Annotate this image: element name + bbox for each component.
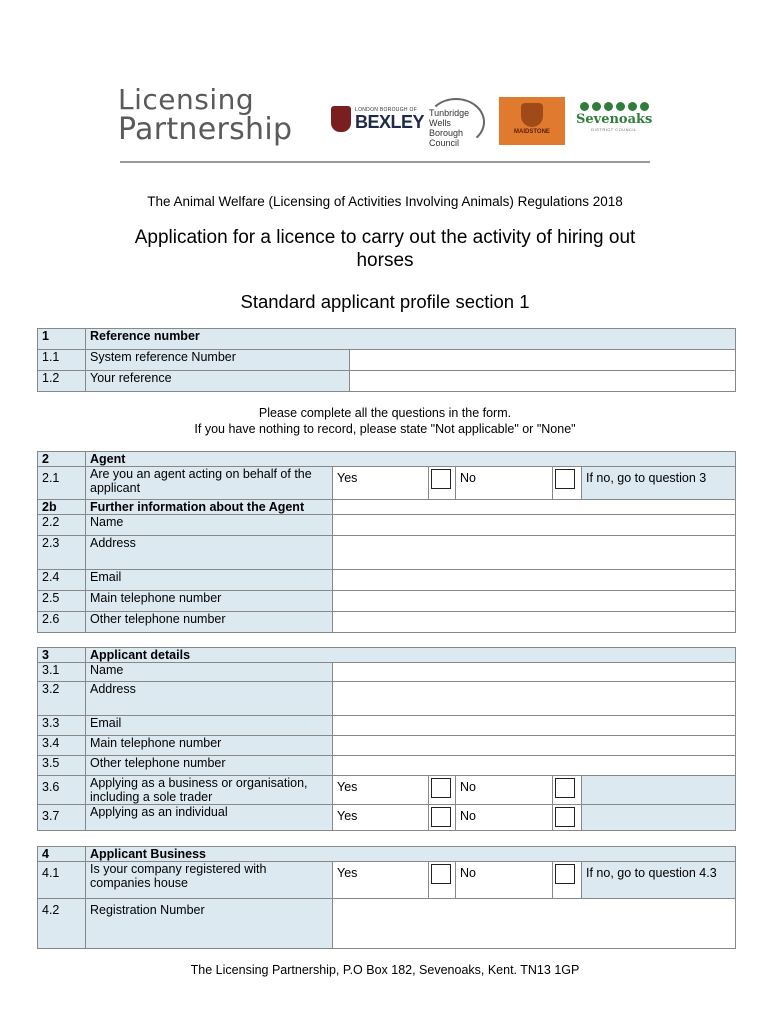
applicant-other-phone-input[interactable] bbox=[333, 756, 736, 776]
logo-line-2: Partnership bbox=[118, 112, 293, 147]
footer-address: The Licensing Partnership, P.O Box 182, Sevenoaks, Kent. TN13 1GP bbox=[190, 963, 580, 977]
agent-name-label: Name bbox=[86, 515, 333, 536]
your-reference-input[interactable] bbox=[350, 371, 736, 392]
applicant-main-phone-input[interactable] bbox=[333, 736, 736, 756]
regulation-title: The Animal Welfare (Licensing of Activities Involving Animals) Regulations 2018 bbox=[147, 194, 623, 209]
row-number: 3.6 bbox=[38, 776, 86, 805]
table-row bbox=[38, 716, 736, 736]
companies-house-yes-checkbox[interactable] bbox=[431, 864, 451, 884]
section-2b-heading: Further information about the Agent bbox=[86, 500, 333, 515]
companies-house-no-checkbox[interactable] bbox=[555, 864, 575, 884]
individual-yes-label: Yes bbox=[333, 805, 429, 831]
section-2-number: 2 bbox=[38, 452, 86, 467]
row-number: 2.2 bbox=[38, 515, 86, 536]
agent-name-input[interactable] bbox=[333, 515, 736, 536]
applicant-address-label: Address bbox=[86, 682, 333, 716]
registration-number-input[interactable] bbox=[333, 899, 736, 949]
registration-number-label: Registration Number bbox=[86, 899, 333, 949]
section-3-number: 3 bbox=[38, 648, 86, 663]
agent-no-checkbox[interactable] bbox=[555, 469, 575, 489]
table-row bbox=[38, 805, 736, 831]
row-number: 4.2 bbox=[38, 899, 86, 949]
section-2-heading: Agent bbox=[86, 452, 736, 467]
row-number: 1.2 bbox=[38, 371, 86, 392]
instruction-line-2: If you have nothing to record, please state "Not applicable" or "None" bbox=[194, 422, 576, 436]
row-number: 3.7 bbox=[38, 805, 86, 831]
applicant-name-input[interactable] bbox=[333, 663, 736, 682]
row-number: 4.1 bbox=[38, 862, 86, 899]
section-1-table bbox=[37, 328, 736, 392]
row-number: 3.5 bbox=[38, 756, 86, 776]
business-question-label: Applying as a business or organisation, including a sole trader bbox=[86, 776, 333, 805]
table-row bbox=[38, 570, 736, 591]
table-row bbox=[38, 899, 736, 949]
maidstone-emblem-icon bbox=[521, 103, 543, 127]
section-title: Standard applicant profile section 1 bbox=[240, 291, 530, 312]
agent-email-input[interactable] bbox=[333, 570, 736, 591]
your-reference-label: Your reference bbox=[86, 371, 350, 392]
tunbridge-text: Tunbridge Wells Borough Council bbox=[429, 108, 470, 148]
row-number: 2.4 bbox=[38, 570, 86, 591]
section-4-heading: Applicant Business bbox=[86, 847, 736, 862]
maidstone-text: MAIDSTONE bbox=[514, 129, 550, 135]
business-no-checkbox[interactable] bbox=[555, 778, 575, 798]
companies-house-note: If no, go to question 4.3 bbox=[582, 862, 736, 899]
sevenoaks-logo bbox=[576, 102, 652, 138]
instruction-line-1: Please complete all the questions in the form. bbox=[258, 406, 512, 420]
table-row bbox=[38, 736, 736, 756]
applicant-other-phone-label: Other telephone number bbox=[86, 756, 333, 776]
system-reference-label: System reference Number bbox=[86, 350, 350, 371]
business-no-label: No bbox=[456, 776, 553, 805]
individual-yes-checkbox[interactable] bbox=[431, 807, 451, 827]
header-divider bbox=[120, 161, 650, 163]
row-number: 2.6 bbox=[38, 612, 86, 633]
row-number: 2.5 bbox=[38, 591, 86, 612]
row-number: 3.4 bbox=[38, 736, 86, 756]
system-reference-input[interactable] bbox=[350, 350, 736, 371]
companies-house-yes-label: Yes bbox=[333, 862, 429, 899]
section-1-number: 1 bbox=[38, 329, 86, 350]
business-yes-label: Yes bbox=[333, 776, 429, 805]
sevenoaks-sub-text: DISTRICT COUNCIL bbox=[591, 127, 637, 132]
agent-note: If no, go to question 3 bbox=[582, 467, 736, 500]
table-row bbox=[38, 682, 736, 716]
table-row bbox=[38, 467, 736, 500]
section-3-table bbox=[37, 647, 736, 831]
table-row bbox=[38, 536, 736, 570]
business-note-blank bbox=[582, 776, 736, 805]
row-number: 2.3 bbox=[38, 536, 86, 570]
section-4-number: 4 bbox=[38, 847, 86, 862]
agent-other-phone-input[interactable] bbox=[333, 612, 736, 633]
bexley-small-text: LONDON BOROUGH OF bbox=[355, 106, 418, 113]
section-2b-blank bbox=[333, 500, 736, 515]
row-number: 3.2 bbox=[38, 682, 86, 716]
row-number: 3.3 bbox=[38, 716, 86, 736]
bexley-crest-icon bbox=[331, 106, 351, 132]
applicant-email-label: Email bbox=[86, 716, 333, 736]
business-yes-checkbox[interactable] bbox=[431, 778, 451, 798]
table-row bbox=[38, 756, 736, 776]
companies-house-question-label: Is your company registered with companies house bbox=[86, 862, 333, 899]
agent-address-label: Address bbox=[86, 536, 333, 570]
individual-note-blank bbox=[582, 805, 736, 831]
individual-no-label: No bbox=[456, 805, 553, 831]
section-2-table bbox=[37, 451, 736, 633]
agent-address-input[interactable] bbox=[333, 536, 736, 570]
row-number: 3.1 bbox=[38, 663, 86, 682]
agent-main-phone-input[interactable] bbox=[333, 591, 736, 612]
table-row bbox=[38, 612, 736, 633]
row-number: 2.1 bbox=[38, 467, 86, 500]
agent-yes-label: Yes bbox=[333, 467, 429, 500]
table-row bbox=[38, 862, 736, 899]
licensing-partnership-logo bbox=[118, 83, 293, 147]
individual-no-checkbox[interactable] bbox=[555, 807, 575, 827]
application-title: Application for a licence to carry out the activity of hiring out horses bbox=[134, 227, 636, 271]
companies-house-no-label: No bbox=[456, 862, 553, 899]
agent-yes-checkbox[interactable] bbox=[431, 469, 451, 489]
row-number: 1.1 bbox=[38, 350, 86, 371]
tunbridge-wells-logo bbox=[425, 98, 487, 148]
agent-main-phone-label: Main telephone number bbox=[86, 591, 333, 612]
agent-other-phone-label: Other telephone number bbox=[86, 612, 333, 633]
table-row bbox=[38, 515, 736, 536]
applicant-main-phone-label: Main telephone number bbox=[86, 736, 333, 756]
logo-line-1: Licensing bbox=[118, 83, 255, 116]
agent-no-label: No bbox=[456, 467, 553, 500]
section-2b-number: 2b bbox=[38, 500, 86, 515]
applicant-name-label: Name bbox=[86, 663, 333, 682]
applicant-address-input[interactable] bbox=[333, 682, 736, 716]
agent-question-label: Are you an agent acting on behalf of the applicant bbox=[86, 467, 333, 500]
table-row bbox=[38, 591, 736, 612]
bexley-big-text: BEXLEY bbox=[355, 111, 425, 132]
maidstone-logo bbox=[499, 97, 565, 145]
table-row bbox=[38, 350, 736, 371]
sevenoaks-trees-icon bbox=[576, 102, 652, 111]
bexley-logo bbox=[331, 106, 424, 132]
section-3-heading: Applicant details bbox=[86, 648, 736, 663]
table-row bbox=[38, 371, 736, 392]
sevenoaks-text: Sevenoaks bbox=[576, 112, 653, 127]
section-1-heading: Reference number bbox=[86, 329, 736, 350]
table-row bbox=[38, 663, 736, 682]
section-4-table bbox=[37, 846, 736, 949]
applicant-email-input[interactable] bbox=[333, 716, 736, 736]
agent-email-label: Email bbox=[86, 570, 333, 591]
individual-question-label: Applying as an individual bbox=[86, 805, 333, 831]
instructions bbox=[0, 405, 770, 437]
table-row bbox=[38, 776, 736, 805]
